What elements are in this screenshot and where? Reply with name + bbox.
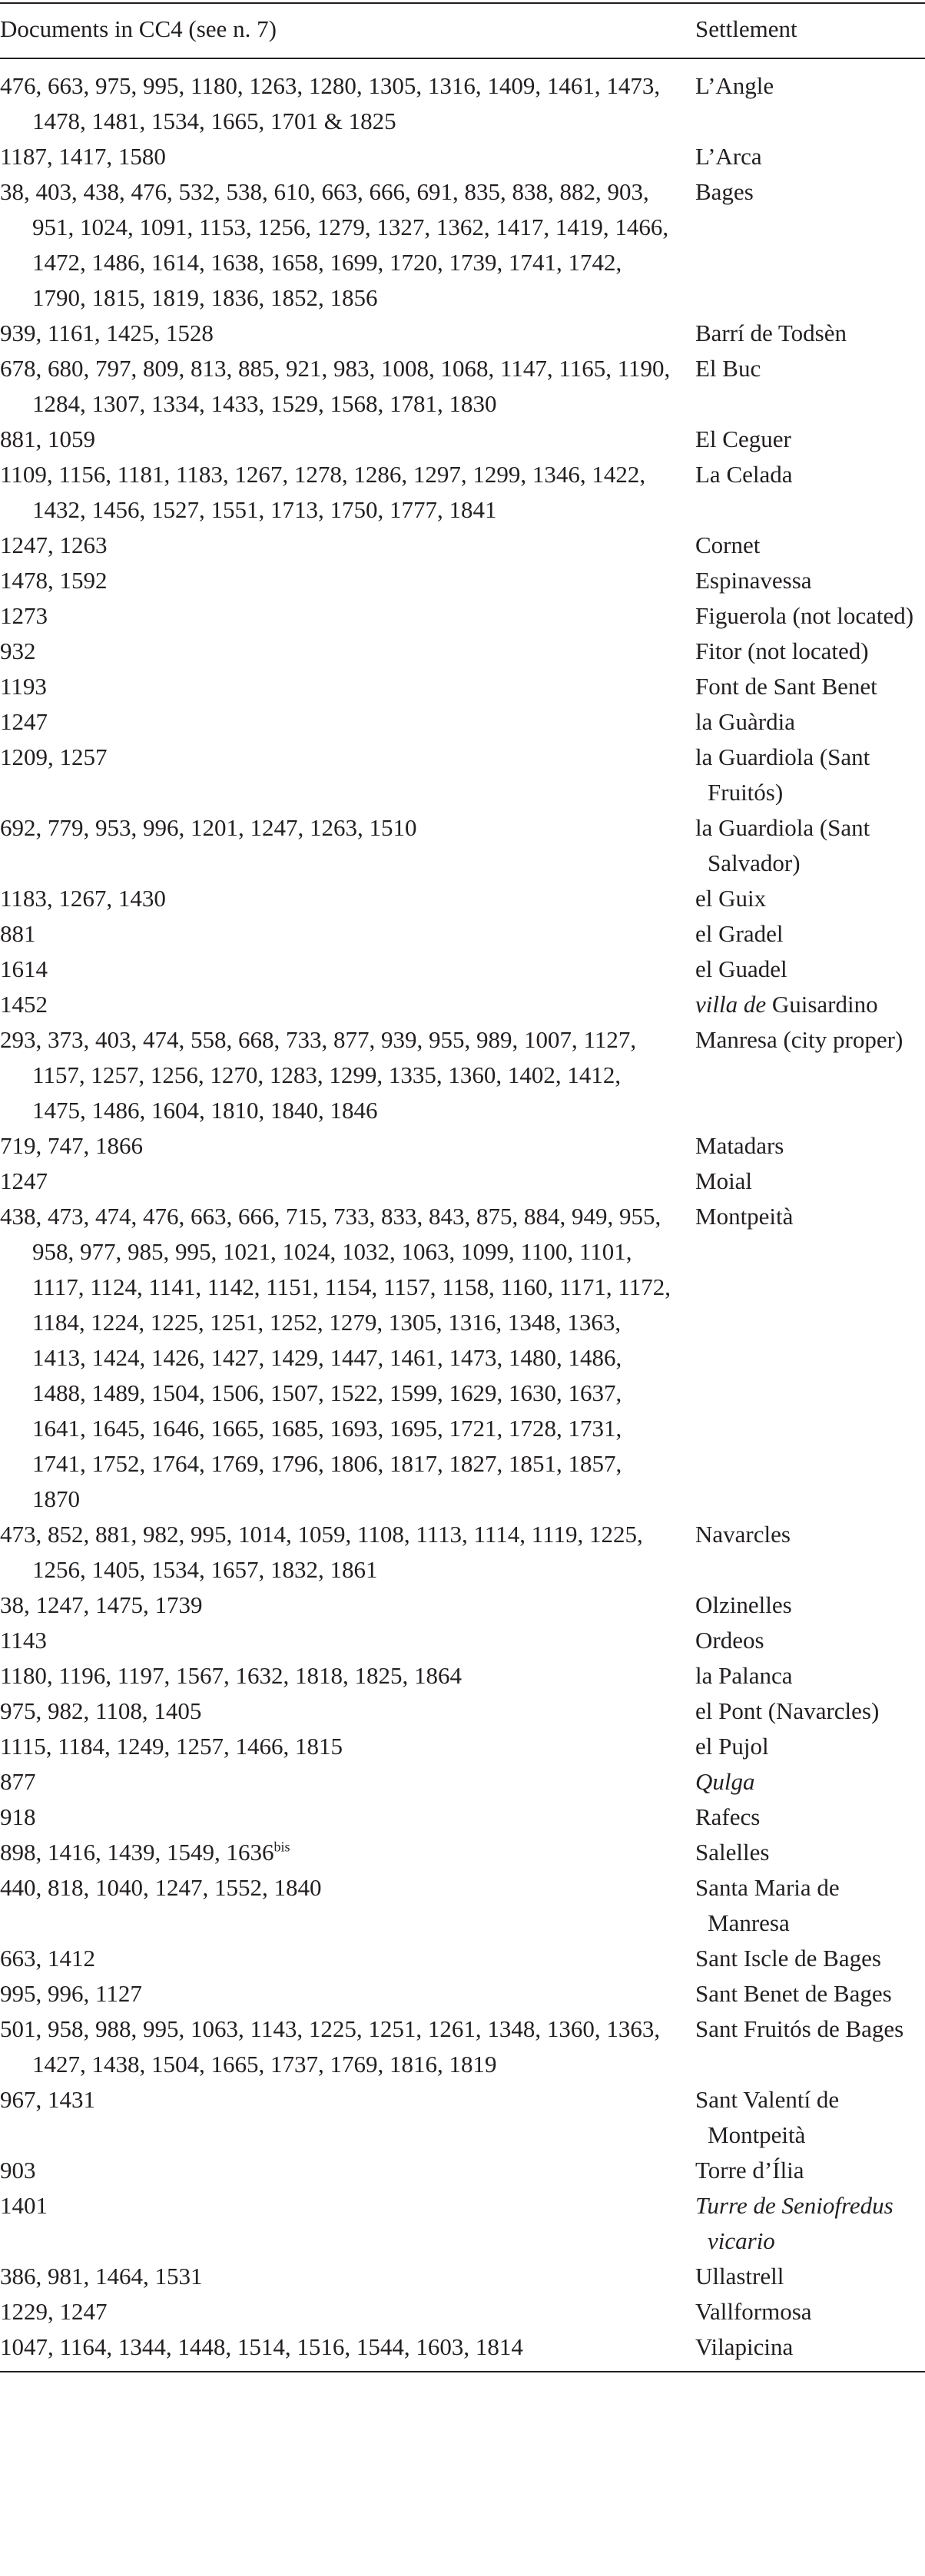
document-numbers: 38, 1247, 1475, 1739 <box>0 1591 203 1618</box>
settlement-cell <box>695 1164 925 1199</box>
settlement-name: Bages <box>695 178 754 205</box>
table-row <box>0 1800 925 1835</box>
table-row <box>0 669 925 704</box>
settlement-cell <box>695 457 925 528</box>
document-numbers: 967, 1431 <box>0 2086 95 2113</box>
settlement-name: la Guàrdia <box>695 708 795 735</box>
settlement-name: el Guadel <box>695 955 787 982</box>
settlement-cell <box>695 881 925 916</box>
settlement-name: la Palanca <box>695 1662 793 1689</box>
table-row <box>0 58 925 139</box>
settlement-name: Vallformosa <box>695 2298 812 2325</box>
settlement-cell <box>695 2329 925 2372</box>
settlement-name: La Celada <box>695 461 793 488</box>
table-row <box>0 1976 925 2011</box>
document-numbers-cell <box>0 1729 695 1764</box>
settlement-cell <box>695 2259 925 2294</box>
settlement-name: la Guardiola (Sant Fruitós) <box>695 743 870 806</box>
document-numbers: 386, 981, 1464, 1531 <box>0 2263 203 2290</box>
table-row <box>0 1941 925 1976</box>
document-numbers: 1247 <box>0 708 48 735</box>
settlements-table <box>0 2 925 2372</box>
document-numbers: 663, 1412 <box>0 1945 95 1972</box>
table-row <box>0 316 925 351</box>
document-numbers: 1143 <box>0 1627 47 1654</box>
settlement-cell <box>695 1694 925 1729</box>
table-row <box>0 1128 925 1164</box>
document-numbers: 1187, 1417, 1580 <box>0 143 166 170</box>
document-numbers: 939, 1161, 1425, 1528 <box>0 320 214 346</box>
document-numbers-cell <box>0 422 695 457</box>
document-numbers: 1452 <box>0 991 48 1018</box>
settlement-cell <box>695 1835 925 1870</box>
document-numbers-cell <box>0 810 695 881</box>
table-row <box>0 2329 925 2372</box>
table-row <box>0 634 925 669</box>
table-row <box>0 2082 925 2153</box>
document-numbers-cell <box>0 1658 695 1694</box>
settlement-name: el Pujol <box>695 1733 769 1760</box>
settlement-name: el Guix <box>695 885 767 912</box>
document-numbers: 692, 779, 953, 996, 1201, 1247, 1263, 1510 <box>0 814 417 841</box>
document-numbers-cell <box>0 528 695 563</box>
document-numbers-cell <box>0 669 695 704</box>
table-row <box>0 1694 925 1729</box>
settlement-name: L’Angle <box>695 72 774 99</box>
document-numbers-cell <box>0 2294 695 2329</box>
table-row <box>0 987 925 1022</box>
document-numbers: 918 <box>0 1803 36 1830</box>
documents-column-header: Documents in CC4 (see n. 7) <box>0 3 695 58</box>
settlement-name: Montpeità <box>695 1203 794 1230</box>
settlement-cell <box>695 1764 925 1800</box>
settlement-name: Moial <box>695 1167 753 1194</box>
document-numbers: 1115, 1184, 1249, 1257, 1466, 1815 <box>0 1733 343 1760</box>
document-numbers-cell <box>0 139 695 174</box>
settlement-name-italic: Qulga <box>695 1768 755 1795</box>
document-numbers-cell <box>0 2011 695 2082</box>
table-row <box>0 457 925 528</box>
document-numbers: 1273 <box>0 602 48 629</box>
settlement-cell <box>695 2153 925 2188</box>
settlement-name: Fitor (not located) <box>695 637 869 664</box>
settlement-name: Santa Maria de Manresa <box>695 1874 840 1936</box>
settlement-cell <box>695 704 925 740</box>
table-row <box>0 1764 925 1800</box>
settlement-cell <box>695 598 925 634</box>
settlement-cell <box>695 1588 925 1623</box>
table-row <box>0 598 925 634</box>
settlement-cell <box>695 174 925 316</box>
settlement-name: Espinavessa <box>695 567 812 594</box>
settlement-name: Sant Valentí de Montpeità <box>695 2086 840 2148</box>
document-superscript: bis <box>274 1839 290 1855</box>
settlement-name: Navarcles <box>695 1521 791 1548</box>
table-row <box>0 1164 925 1199</box>
table-row <box>0 740 925 810</box>
table-row <box>0 2011 925 2082</box>
settlement-name: Sant Benet de Bages <box>695 1980 892 2007</box>
settlement-name: Matadars <box>695 1132 784 1159</box>
settlement-cell <box>695 422 925 457</box>
document-numbers-cell <box>0 2329 695 2372</box>
document-numbers-cell <box>0 916 695 952</box>
settlement-cell <box>695 634 925 669</box>
document-numbers: 1478, 1592 <box>0 567 108 594</box>
settlement-cell <box>695 1729 925 1764</box>
document-numbers: 932 <box>0 637 36 664</box>
settlement-cell <box>695 2294 925 2329</box>
settlement-cell <box>695 2188 925 2259</box>
settlement-cell <box>695 810 925 881</box>
settlement-name: Ullastrell <box>695 2263 784 2290</box>
table-row <box>0 1729 925 1764</box>
document-numbers-cell <box>0 457 695 528</box>
settlement-cell <box>695 1870 925 1941</box>
settlement-name: Manresa (city proper) <box>695 1026 903 1053</box>
settlement-name: Salelles <box>695 1839 770 1866</box>
document-numbers: 1193 <box>0 673 47 700</box>
document-numbers: 898, 1416, 1439, 1549, 1636 <box>0 1839 274 1866</box>
document-numbers: 903 <box>0 2157 36 2184</box>
document-numbers: 877 <box>0 1768 36 1795</box>
document-numbers-cell <box>0 1128 695 1164</box>
document-numbers-cell <box>0 2153 695 2188</box>
document-numbers: 881 <box>0 920 36 947</box>
document-numbers-cell <box>0 1694 695 1729</box>
settlement-name: Cornet <box>695 531 761 558</box>
table-row <box>0 528 925 563</box>
document-numbers: 881, 1059 <box>0 425 95 452</box>
table-row <box>0 952 925 987</box>
settlement-cell <box>695 1800 925 1835</box>
settlement-name: Figuerola (not located) <box>695 602 914 629</box>
settlement-name: Olzinelles <box>695 1591 792 1618</box>
document-numbers-cell <box>0 1199 695 1517</box>
document-numbers-cell <box>0 598 695 634</box>
settlement-cell <box>695 1941 925 1976</box>
settlement-cell <box>695 1517 925 1588</box>
table-row <box>0 881 925 916</box>
settlement-cell <box>695 1199 925 1517</box>
document-numbers-cell <box>0 1623 695 1658</box>
document-numbers-cell <box>0 740 695 810</box>
table-row <box>0 704 925 740</box>
settlement-cell <box>695 2011 925 2082</box>
settlement-cell <box>695 916 925 952</box>
table-body <box>0 58 925 2372</box>
document-numbers-cell <box>0 1800 695 1835</box>
table-row <box>0 563 925 598</box>
settlement-cell <box>695 563 925 598</box>
document-numbers-cell <box>0 2082 695 2153</box>
settlement-cell <box>695 1128 925 1164</box>
document-numbers-cell <box>0 351 695 422</box>
settlement-column-header: Settlement <box>695 3 925 58</box>
settlement-name: L’Arca <box>695 143 762 170</box>
settlement-name: Barrí de Todsèn <box>695 320 847 346</box>
settlement-name: la Guardiola (Sant Salvador) <box>695 814 870 876</box>
document-numbers-cell <box>0 1517 695 1588</box>
document-numbers: 476, 663, 975, 995, 1180, 1263, 1280, 1305, 1316, 1409, 1461, 1473, 1478, 1481, 1534, 1665, 1701 & 1825 <box>0 72 661 134</box>
document-numbers-cell <box>0 174 695 316</box>
settlement-name: Ordeos <box>695 1627 764 1654</box>
settlement-cell <box>695 952 925 987</box>
document-numbers: 38, 403, 438, 476, 532, 538, 610, 663, 666, 691, 835, 838, 882, 903, 951, 1024, 1091, 1153, 1256, 1279, 1327, 1362, 1417, 1419, 1466, 1472, 1486, 1614, 1638, 1658, 1699, 1720, 1739, 1741, 1742, 1790, 1815, 1819, 1836, 1852, 1856 <box>0 178 669 311</box>
settlement-cell <box>695 1658 925 1694</box>
settlement-name: Rafecs <box>695 1803 761 1830</box>
settlement-cell <box>695 740 925 810</box>
document-numbers: 1614 <box>0 955 48 982</box>
document-numbers-cell <box>0 1164 695 1199</box>
document-numbers-cell <box>0 316 695 351</box>
document-numbers: 473, 852, 881, 982, 995, 1014, 1059, 1108, 1113, 1114, 1119, 1225, 1256, 1405, 1534, 1657, 1832, 1861 <box>0 1521 643 1583</box>
table-row <box>0 916 925 952</box>
document-numbers: 1183, 1267, 1430 <box>0 885 166 912</box>
document-numbers-cell <box>0 634 695 669</box>
document-numbers-cell <box>0 1764 695 1800</box>
table-row <box>0 1870 925 1941</box>
document-numbers: 440, 818, 1040, 1247, 1552, 1840 <box>0 1874 322 1901</box>
table-row <box>0 1623 925 1658</box>
document-numbers: 1209, 1257 <box>0 743 108 770</box>
document-numbers: 1247, 1263 <box>0 531 108 558</box>
table-row <box>0 422 925 457</box>
document-numbers-cell <box>0 952 695 987</box>
document-numbers-cell <box>0 1835 695 1870</box>
table-row <box>0 1835 925 1870</box>
document-numbers-cell <box>0 1941 695 1976</box>
settlement-cell <box>695 669 925 704</box>
settlement-name: el Pont (Navarcles) <box>695 1697 880 1724</box>
document-numbers-cell <box>0 881 695 916</box>
document-numbers-cell <box>0 2188 695 2259</box>
settlement-name-italic: villa de <box>695 991 767 1018</box>
document-numbers: 1180, 1196, 1197, 1567, 1632, 1818, 1825, 1864 <box>0 1662 462 1689</box>
document-numbers: 1401 <box>0 2192 48 2219</box>
table-row <box>0 2294 925 2329</box>
settlement-cell <box>695 58 925 139</box>
table-row <box>0 810 925 881</box>
table-row <box>0 174 925 316</box>
settlement-name: Sant Fruitós de Bages <box>695 2015 904 2042</box>
document-numbers-cell <box>0 987 695 1022</box>
table-row <box>0 2259 925 2294</box>
table-row <box>0 1022 925 1128</box>
table-row <box>0 1588 925 1623</box>
settlement-name: Sant Iscle de Bages <box>695 1945 881 1972</box>
document-numbers: 719, 747, 1866 <box>0 1132 143 1159</box>
settlement-name: Torre d’Ília <box>695 2157 804 2184</box>
settlement-name: El Ceguer <box>695 425 791 452</box>
table-row <box>0 1658 925 1694</box>
document-numbers-cell <box>0 563 695 598</box>
document-numbers-cell <box>0 1870 695 1941</box>
document-numbers-cell <box>0 2259 695 2294</box>
document-numbers-cell <box>0 1588 695 1623</box>
document-numbers: 501, 958, 988, 995, 1063, 1143, 1225, 1251, 1261, 1348, 1360, 1363, 1427, 1438, 1504, 1665, 1737, 1769, 1816, 1819 <box>0 2015 661 2078</box>
document-numbers: 438, 473, 474, 476, 663, 666, 715, 733, 833, 843, 875, 884, 949, 955, 958, 977, 985, 995, 1021, 1024, 1032, 1063, 1099, 1100, 1101, 1117, 1124, 1141, 1142, 1151, 1154, 1157, 1158, 1160, 1171, 1172, 1184, 1224, 1225, 1251, 1252, 1279, 1305, 1316, 1348, 1363, 1413, 1424, 1426, 1427, 1429, 1447, 1461, 1473, 1480, 1486, 1488, 1489, 1504, 1506, 1507, 1522, 1599, 1629, 1630, 1637, 1641, 1645, 1646, 1665, 1685, 1693, 1695, 1721, 1728, 1731, 1741, 1752, 1764, 1769, 1796, 1806, 1817, 1827, 1851, 1857, 1870 <box>0 1203 671 1512</box>
table-row <box>0 139 925 174</box>
settlement-name: Guisardino <box>766 991 878 1018</box>
settlement-cell <box>695 1976 925 2011</box>
document-numbers-cell <box>0 704 695 740</box>
settlement-cell <box>695 987 925 1022</box>
table-row <box>0 2188 925 2259</box>
settlement-cell <box>695 139 925 174</box>
settlement-name: el Gradel <box>695 920 784 947</box>
document-numbers-cell <box>0 58 695 139</box>
document-numbers-cell <box>0 1022 695 1128</box>
table-row <box>0 351 925 422</box>
table-header-row <box>0 3 925 58</box>
table-row <box>0 2153 925 2188</box>
settlement-name-italic: Turre de Seniofredus vicario <box>695 2192 894 2254</box>
settlement-name: Font de Sant Benet <box>695 673 877 700</box>
settlement-cell <box>695 1623 925 1658</box>
settlement-name: Vilapicina <box>695 2333 794 2360</box>
document-numbers: 975, 982, 1108, 1405 <box>0 1697 202 1724</box>
settlement-cell <box>695 528 925 563</box>
document-numbers: 1247 <box>0 1167 48 1194</box>
settlement-cell <box>695 1022 925 1128</box>
document-numbers: 995, 996, 1127 <box>0 1980 142 2007</box>
document-numbers: 1229, 1247 <box>0 2298 108 2325</box>
settlement-cell <box>695 351 925 422</box>
table-row <box>0 1199 925 1517</box>
settlement-cell <box>695 2082 925 2153</box>
document-numbers: 293, 373, 403, 474, 558, 668, 733, 877, 939, 955, 989, 1007, 1127, 1157, 1257, 1256, 1270, 1283, 1299, 1335, 1360, 1402, 1412, 1475, 1486, 1604, 1810, 1840, 1846 <box>0 1026 637 1124</box>
settlement-cell <box>695 316 925 351</box>
table-row <box>0 1517 925 1588</box>
settlement-name: El Buc <box>695 355 761 382</box>
document-numbers: 1047, 1164, 1344, 1448, 1514, 1516, 1544, 1603, 1814 <box>0 2333 523 2360</box>
document-numbers-cell <box>0 1976 695 2011</box>
document-numbers: 678, 680, 797, 809, 813, 885, 921, 983, 1008, 1068, 1147, 1165, 1190, 1284, 1307, 1334, 1433, 1529, 1568, 1781, 1830 <box>0 355 671 417</box>
document-numbers: 1109, 1156, 1181, 1183, 1267, 1278, 1286, 1297, 1299, 1346, 1422, 1432, 1456, 1527, 1551, 1713, 1750, 1777, 1841 <box>0 461 646 523</box>
